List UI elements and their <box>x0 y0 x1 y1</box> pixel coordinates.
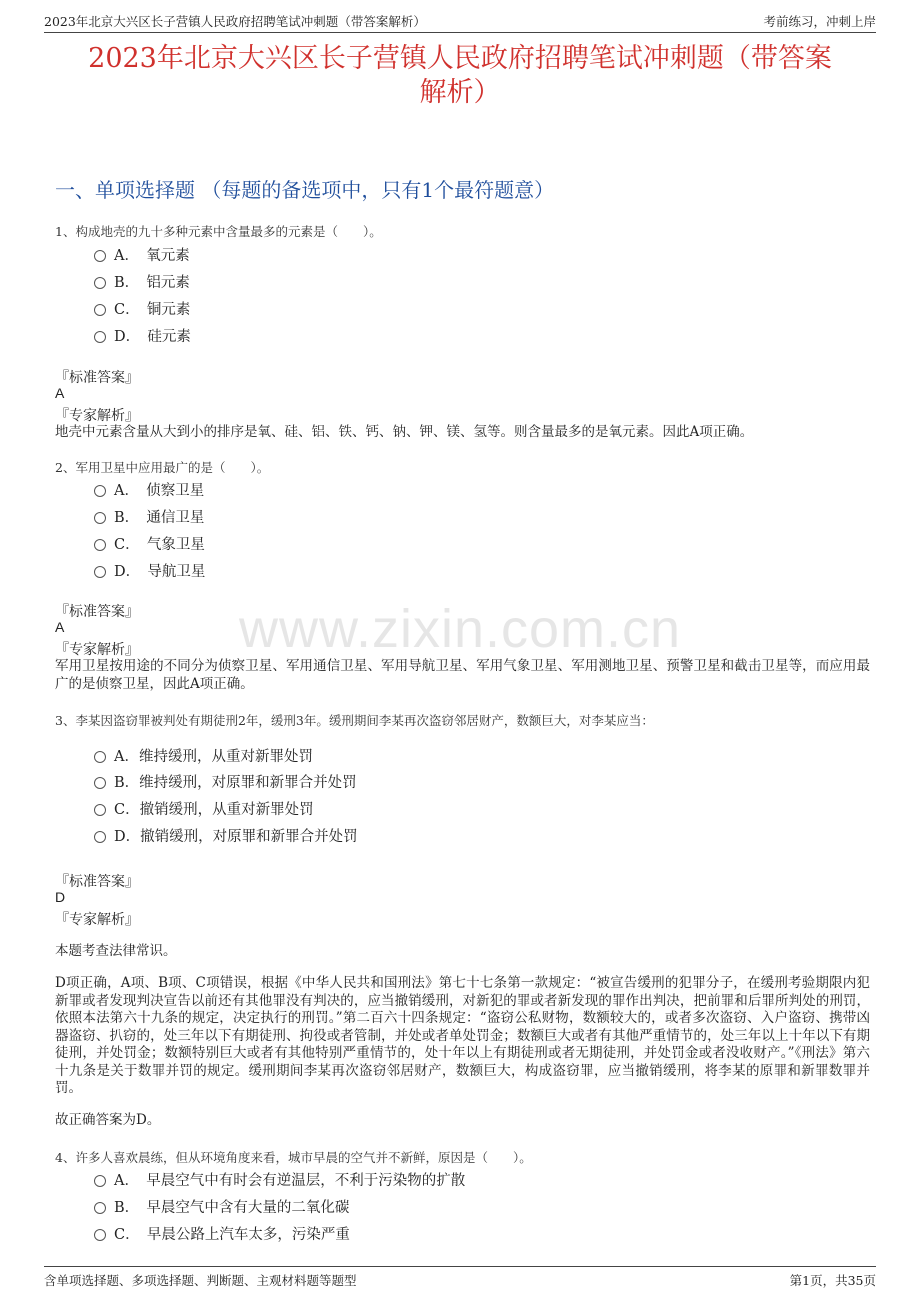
title-line-2: 解析） <box>419 77 501 108</box>
analysis-label: 『专家解析』 <box>55 912 139 928</box>
question-3-option-a[interactable]: A．维持缓刑，从重对新罪处罚 <box>94 745 313 766</box>
question-3-option-d[interactable]: D．撤销缓刑，对原罪和新罪合并处罚 <box>94 825 358 846</box>
watermark: www.zixin.com.cn <box>238 599 682 659</box>
question-2-option-c[interactable]: C． 气象卫星 <box>94 533 205 554</box>
question-2-option-b[interactable]: B． 通信卫星 <box>94 506 204 527</box>
question-3-option-b[interactable]: B．维持缓刑，对原罪和新罪合并处罚 <box>94 771 357 792</box>
header-doc-title: 2023年北京大兴区长子营镇人民政府招聘笔试冲刺题（带答案解析） <box>44 14 426 29</box>
analysis-label: 『专家解析』 <box>55 408 139 424</box>
radio-icon[interactable] <box>94 1229 106 1241</box>
question-4-option-b[interactable]: B． 早晨空气中含有大量的二氧化碳 <box>94 1196 349 1217</box>
radio-icon[interactable] <box>94 777 106 789</box>
question-3-analysis-intro: 本题考查法律常识。 <box>55 943 177 959</box>
answer-label: 『标准答案』 <box>55 874 139 890</box>
radio-icon[interactable] <box>94 539 106 551</box>
header-slogan: 考前练习，冲刺上岸 <box>763 14 876 29</box>
radio-icon[interactable] <box>94 250 106 262</box>
question-3-option-c[interactable]: C．撤销缓刑，从重对新罪处罚 <box>94 798 314 819</box>
radio-icon[interactable] <box>94 304 106 316</box>
question-1-option-a[interactable]: A． 氧元素 <box>94 244 190 265</box>
footer-question-types: 含单项选择题、多项选择题、判断题、主观材料题等题型 <box>44 1273 357 1288</box>
radio-icon[interactable] <box>94 277 106 289</box>
page-footer <box>44 1266 876 1288</box>
question-1-analysis: 地壳中元素含量从大到小的排序是氧、硅、铝、铁、钙、钠、钾、镁、氢等。则含量最多的是氧元素。因此A项正确。 <box>55 424 754 440</box>
page-header <box>44 10 876 33</box>
question-1-answer: A <box>55 385 65 401</box>
radio-icon[interactable] <box>94 804 106 816</box>
question-1-option-c[interactable]: C． 铜元素 <box>94 298 190 319</box>
question-2-analysis: 军用卫星按用途的不同分为侦察卫星、军用通信卫星、军用导航卫星、军用气象卫星、军用测地卫星、预警卫星和截击卫星等，而应用最广的是侦察卫星，因此A项正确。 <box>55 658 870 692</box>
document-title <box>40 42 880 110</box>
answer-label: 『标准答案』 <box>55 604 139 620</box>
radio-icon[interactable] <box>94 751 106 763</box>
question-4-text: 4、许多人喜欢晨练，但从环境角度来看，城市早晨的空气并不新鲜，原因是（ ）。 <box>55 1150 532 1165</box>
radio-icon[interactable] <box>94 1175 106 1187</box>
question-1-text: 1、构成地壳的九十多种元素中含量最多的元素是（ ）。 <box>55 224 382 239</box>
question-3-conclusion: 故正确答案为D。 <box>55 1112 161 1128</box>
question-3-text: 3、李某因盗窃罪被判处有期徒刑2年，缓刑3年。缓刑期间李某再次盗窃邻居财产，数额巨大，对李某应当： <box>55 713 654 728</box>
question-3-answer: D <box>55 889 66 905</box>
question-4-option-a[interactable]: A． 早晨空气中有时会有逆温层，不利于污染物的扩散 <box>94 1169 465 1190</box>
title-line-1: 2023年北京大兴区长子营镇人民政府招聘笔试冲刺题（带答案 <box>88 43 832 74</box>
radio-icon[interactable] <box>94 831 106 843</box>
radio-icon[interactable] <box>94 566 106 578</box>
question-2-text: 2、军用卫星中应用最广的是（ ）。 <box>55 460 270 475</box>
question-3-analysis: D项正确，A项、B项、C项错误，根据《中华人民共和国刑法》第七十七条第一款规定：“被宣告缓刑的犯罪分子，在缓刑考验期限内犯新罪或者发现判决宣告以前还有其他罪没有判决的，应当撤销缓刑，对新犯的罪或者新发现的罪作出判决，把前罪和后罪所判处的刑罚，依照本法第六十九条的规定，决定执行的刑罚。”第二百六十四条规定：“盗窃公私财物，数额较大的，或者多次盗窃、入户盗窃、携带凶器盗窃、扒窃的，处三年以下有期徒刑、拘役或者管制，并处或者单处罚金；数额巨大或者有其他严重情节的，处三年以上十年以下有期徒刑，并处罚金；数额特别巨大或者有其他特别严重情节的，处十年以上有期徒刑或者无期徒刑，并处罚金或者没收财产。”《刑法》第六十九条是关于数罪并罚的规定。缓刑期间李某再次盗窃邻居财产，数额巨大，构成盗窃罪，应当撤销缓刑，将李某的原罪和新罪数罪并罚。 <box>55 975 870 1096</box>
question-4-option-c[interactable]: C． 早晨公路上汽车太多，污染严重 <box>94 1223 350 1244</box>
page-number: 第1页，共35页 <box>789 1273 876 1288</box>
answer-label: 『标准答案』 <box>55 370 139 386</box>
section-heading: 一、单项选择题 （每题的备选项中，只有1个最符题意） <box>55 178 555 202</box>
question-2-option-d[interactable]: D． 导航卫星 <box>94 560 205 581</box>
question-1-option-d[interactable]: D． 硅元素 <box>94 325 191 346</box>
radio-icon[interactable] <box>94 512 106 524</box>
radio-icon[interactable] <box>94 1202 106 1214</box>
question-1-option-b[interactable]: B． 铝元素 <box>94 271 190 292</box>
analysis-label: 『专家解析』 <box>55 642 139 658</box>
question-2-option-a[interactable]: A． 侦察卫星 <box>94 479 204 500</box>
radio-icon[interactable] <box>94 485 106 497</box>
question-2-answer: A <box>55 619 65 635</box>
radio-icon[interactable] <box>94 331 106 343</box>
